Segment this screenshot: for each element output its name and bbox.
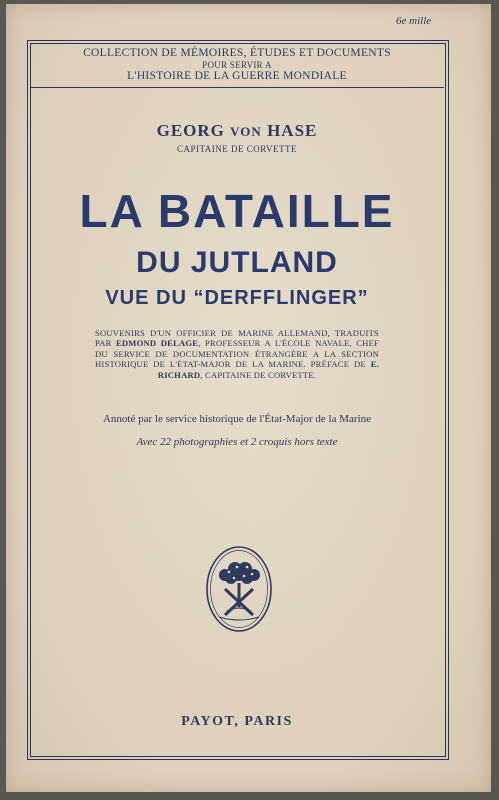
author-rank: CAPITAINE DE CORVETTE bbox=[176, 144, 298, 154]
collection-line-3: L'HISTOIRE DE LA GUERRE MONDIALE bbox=[127, 70, 347, 82]
preface-author-name: E. RICHARD bbox=[157, 359, 379, 380]
author-name bbox=[30, 121, 444, 141]
annotation-note: Annoté par le service historique de l'État-Major de la Marine bbox=[102, 413, 372, 425]
title-line-1: LA BATAILLE bbox=[79, 185, 395, 237]
collection-line-2: POUR SERVIR A bbox=[202, 60, 272, 70]
title-line-3: VUE DU “DERFFLINGER” bbox=[105, 287, 369, 309]
title-line-2: DU JUTLAND bbox=[136, 246, 338, 279]
translator-name: EDMOND DELAGE bbox=[115, 338, 199, 349]
author-particle: VON bbox=[230, 124, 262, 139]
author-first-name: GEORG bbox=[156, 121, 225, 140]
edition-note: 6e mille bbox=[396, 15, 432, 27]
collection-divider bbox=[30, 87, 444, 88]
description-part-1: SOUVENIRS D'UN OFFICIER DE MARINE ALLEMAND, TRADUITS PAR bbox=[95, 328, 379, 349]
collection-line-1: COLLECTION DE MÉMOIRES, ÉTUDES ET DOCUMENTS bbox=[83, 47, 391, 59]
description-part-2: , PROFESSEUR A L'ÉCOLE NAVALE, CHEF DU SERVICE DE DOCUMENTATION ÉTRANGÈRE A LA SECTION HISTORIQUE DE L'ÉTAT-MAJOR DE LA MARINE. PRÉFACE DE bbox=[95, 338, 379, 370]
illustrations-note: Avec 22 photographies et 2 croquis hors texte bbox=[136, 436, 338, 448]
publisher-tree-emblem-icon bbox=[205, 545, 273, 633]
author-last-name: HASE bbox=[267, 121, 318, 140]
description-part-3: , CAPITAINE DE CORVETTE. bbox=[200, 369, 317, 380]
description bbox=[95, 328, 379, 380]
publisher-name: PAYOT, PARIS bbox=[181, 714, 293, 729]
